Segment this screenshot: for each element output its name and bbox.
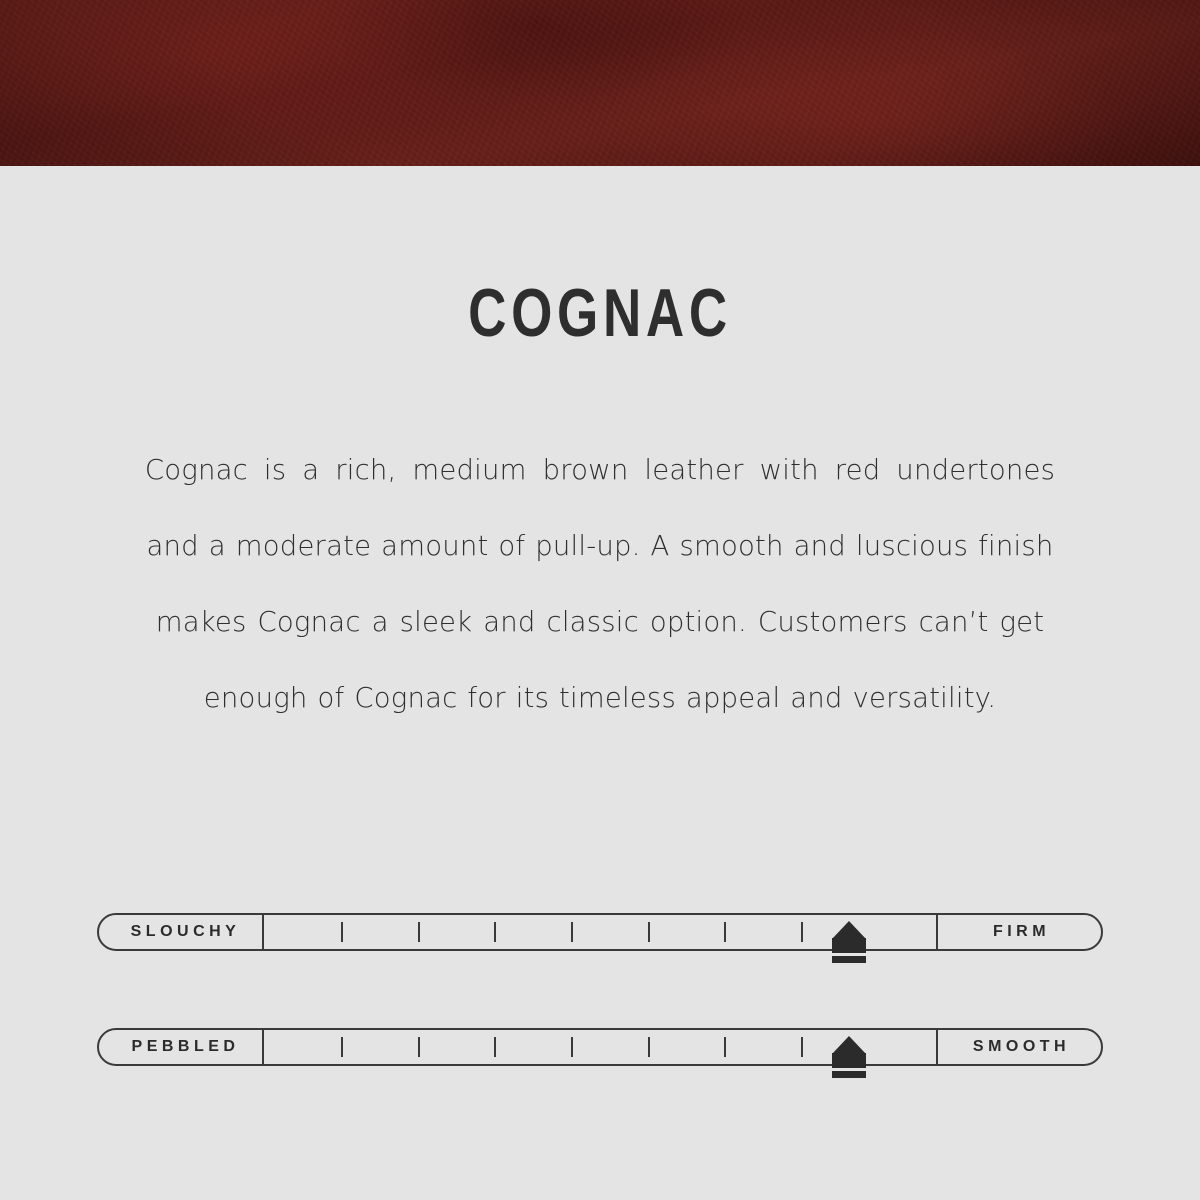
scale-tick [724, 922, 726, 942]
description-text [140, 432, 1060, 736]
scale-tick [341, 922, 343, 942]
marker-foot-icon [832, 1071, 866, 1078]
description-line-2: and a moderate amount of pull-up. A smooth and luscious finish [146, 530, 1054, 562]
scale-tick [418, 1037, 420, 1057]
marker-body-icon [832, 938, 866, 953]
firmness-scale-right-label: FIRM [936, 915, 1101, 949]
description-line-1: Cognac is a rich, medium brown leather with red undertones [144, 454, 1056, 486]
scale-tick [341, 1037, 343, 1057]
texture-scale[interactable] [97, 1028, 1103, 1066]
firmness-scale-ticks [264, 915, 936, 949]
texture-scale-right-label: SMOOTH [936, 1030, 1101, 1064]
firmness-scale-marker[interactable] [825, 909, 873, 967]
marker-head-icon [832, 1036, 866, 1054]
firmness-scale-left-label: SLOUCHY [99, 915, 264, 949]
scale-tick [648, 922, 650, 942]
texture-scale-marker[interactable] [825, 1024, 873, 1082]
scale-tick [571, 1037, 573, 1057]
marker-foot-icon [832, 956, 866, 963]
marker-body-icon [832, 1053, 866, 1068]
description-line-4: enough of Cognac for its timeless appeal and versatility. [203, 682, 997, 714]
scale-tick [494, 922, 496, 942]
description-line-3: makes Cognac a sleek and classic option. Customers can’t get [155, 606, 1045, 638]
marker-head-icon [832, 921, 866, 939]
cognac-leather-swatch [0, 0, 1200, 166]
scale-tick [801, 1037, 803, 1057]
page-title: COGNAC [468, 275, 732, 351]
scale-tick [571, 922, 573, 942]
scale-tick [724, 1037, 726, 1057]
scale-tick [648, 1037, 650, 1057]
leather-vignette [0, 0, 1200, 166]
scale-tick [418, 922, 420, 942]
firmness-scale[interactable] [97, 913, 1103, 951]
scale-tick [494, 1037, 496, 1057]
texture-scale-left-label: PEBBLED [99, 1030, 264, 1064]
scale-tick [801, 922, 803, 942]
texture-scale-ticks [264, 1030, 936, 1064]
